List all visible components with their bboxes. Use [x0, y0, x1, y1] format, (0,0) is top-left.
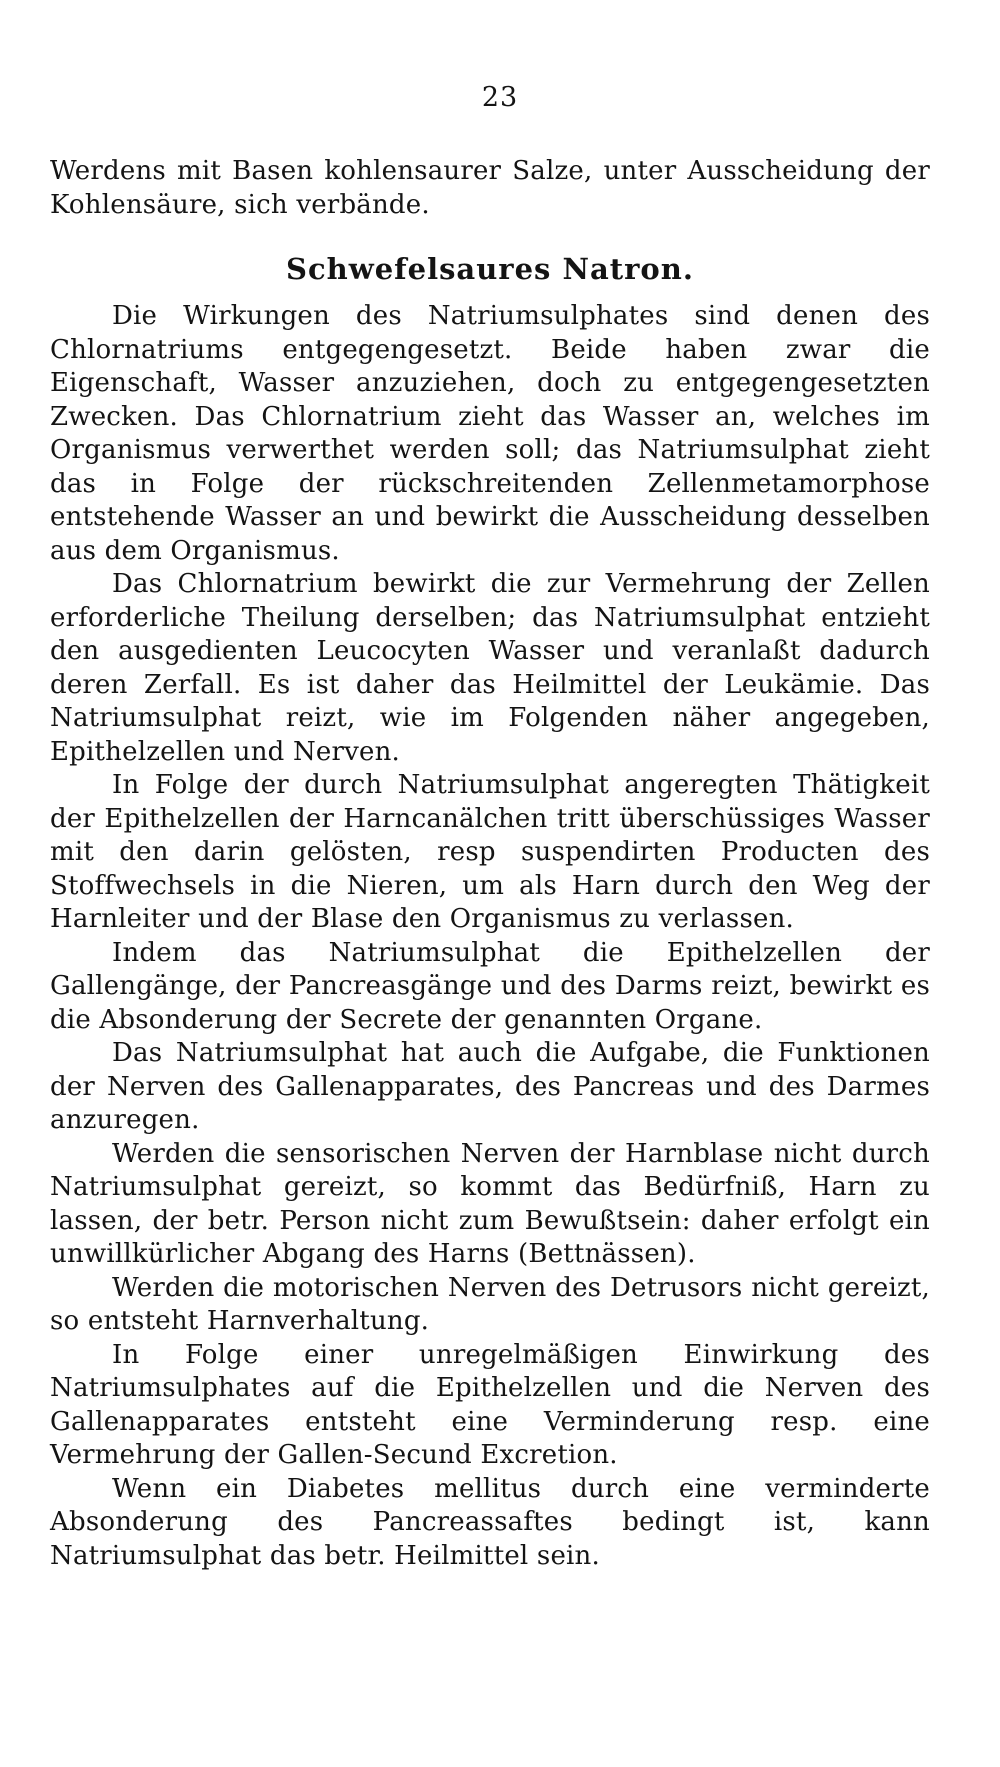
body-paragraph-2: Das Chlornatrium bewirkt die zur Vermehrung der Zellen erforderliche Theilung derselben; das Natriumsulphat entzieht den ausgedienten Leucocyten Wasser und veranlaßt dadurch deren Zerfall. Es ist daher das Heilmittel der Leukämie. Das Natriumsulphat reizt, wie im Folgenden näher angegeben, Epithelzellen und Nerven. — [50, 569, 930, 767]
page-number: 23 — [481, 82, 519, 113]
body-paragraph-7: Werden die motorischen Nerven des Detrusors nicht gereizt, so entsteht Harnverhaltung. — [50, 1272, 930, 1336]
body-paragraph-6: Werden die sensorischen Nerven der Harnblase nicht durch Natriumsulphat gereizt, so kommt das Bedürfniß, Harn zu lassen, der betr. Person nicht zum Bewußtsein: daher erfolgt ein unwillkürlicher Abgang des Harns (Bettnässen). — [50, 1138, 930, 1269]
body-paragraph-3: In Folge der durch Natriumsulphat angeregten Thätigkeit der Epithelzellen der Harncanälchen tritt überschüssiges Wasser mit den darin gelösten, resp suspendirten Producten des Stoffwechsels in die Nieren, um als Harn durch den Weg der Harnleiter und der Blase den Organismus zu verlassen. — [50, 770, 930, 934]
body-paragraph-8: In Folge einer unregelmäßigen Einwirkung des Natriumsulphates auf die Epithelzellen und die Nerven des Gallenapparates entsteht eine Verminderung resp. eine Vermehrung der Gallen-Secund Excretion. — [50, 1339, 930, 1470]
body-paragraph-9: Wenn ein Diabetes mellitus durch eine verminderte Absonderung des Pancreassaftes bedingt ist, kann Natriumsulphat das betr. Heilmittel sein. — [50, 1473, 930, 1571]
continuation-paragraph: Werdens mit Basen kohlensaurer Salze, unter Ausscheidung der Kohlensäure, sich verbände. — [50, 156, 930, 220]
body-paragraph-4: Indem das Natriumsulphat die Epithelzellen der Gallengänge, der Pancreasgänge und des Darms reizt, bewirkt es die Absonderung der Secrete der genannten Organe. — [50, 937, 930, 1035]
text-column — [50, 155, 930, 1573]
body-paragraph-5: Das Natriumsulphat hat auch die Aufgabe, die Funktionen der Nerven des Gallenapparates, des Pancreas und des Darmes anzuregen. — [50, 1038, 930, 1135]
section-heading: Schwefelsaures Natron. — [286, 252, 694, 286]
body-paragraph-1: Die Wirkungen des Natriumsulphates sind denen des Chlornatriums entgegengesetzt. Beide haben zwar die Eigenschaft, Wasser anzuziehen, doch zu entgegengesetzten Zwecken. Das Chlornatrium zieht das Wasser an, welches im Organismus verwerthet werden soll; das Natriumsulphat zieht das in Folge der rückschreitenden Zellenmetamorphose entstehende Wasser an und bewirkt die Ausscheidung desselben aus dem Organismus. — [50, 301, 930, 566]
